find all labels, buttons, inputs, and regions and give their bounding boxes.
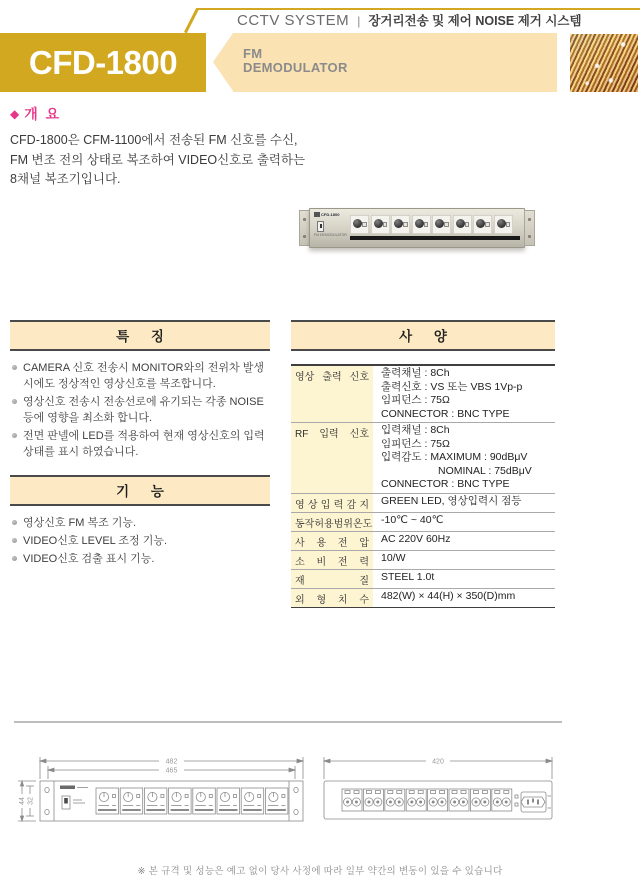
level-knob <box>456 219 465 228</box>
channel-module <box>350 215 369 234</box>
features-section <box>10 320 270 462</box>
table-row <box>291 513 555 532</box>
signal-led <box>444 222 449 227</box>
model-number: CFD-1800 <box>28 43 178 81</box>
specs-header: 사 양 <box>291 320 555 351</box>
screw-hole <box>528 218 532 222</box>
level-knob <box>415 219 424 228</box>
spec-value: GREEN LED, 영상입력시 점등 <box>381 494 522 507</box>
rack-ear-right <box>524 210 535 246</box>
list-item <box>12 428 270 460</box>
overview-section <box>10 104 330 190</box>
bullet-icon <box>12 538 17 543</box>
table-row <box>291 570 555 589</box>
model-banner <box>0 33 206 92</box>
signal-led <box>362 222 367 227</box>
screw-hole <box>528 235 532 239</box>
list-item <box>12 551 270 567</box>
panel-dark-strip <box>350 236 520 240</box>
signal-led <box>465 222 470 227</box>
fiber-optic-photo <box>570 34 638 92</box>
spec-label: 소 비 전 력 <box>291 551 373 569</box>
list-item <box>12 515 270 531</box>
functions-header: 기 능 <box>10 475 270 506</box>
table-row <box>291 494 555 513</box>
feature-text: CAMERA 신호 전송시 MONITOR와의 전위차 발생시에도 정상적인 영상신호를 복조합니다. <box>23 362 264 390</box>
rack-chassis <box>309 208 525 248</box>
features-header: 특 징 <box>10 320 270 351</box>
table-row <box>291 366 555 423</box>
dim-label-front-width-outer: 482 <box>165 758 178 766</box>
function-text: VIDEO신호 검출 표시 기능. <box>23 553 155 565</box>
diamond-bullet-icon: ◆ <box>10 107 20 121</box>
signal-led <box>485 222 490 227</box>
rear-view-drawing <box>318 753 558 849</box>
function-text: VIDEO신호 LEVEL 조정 기능. <box>23 535 168 547</box>
spec-label: RF 입력 신호 <box>291 423 373 493</box>
channel-module <box>494 215 513 234</box>
table-row <box>291 589 555 607</box>
spec-value: 482(W) × 44(H) × 350(D)mm <box>381 589 516 602</box>
category-bar <box>237 11 582 29</box>
dim-label-front-width-inner: 465 <box>165 767 178 775</box>
dim-label-rear-width: 420 <box>432 758 444 766</box>
level-knob <box>353 219 362 228</box>
power-switch <box>317 221 324 232</box>
spec-label: 영상 출력 신호 <box>291 366 373 422</box>
level-knob <box>435 219 444 228</box>
signal-led <box>424 222 429 227</box>
bullet-icon <box>12 399 17 404</box>
spec-label: 재 질 <box>291 570 373 588</box>
level-knob <box>476 219 485 228</box>
spec-value: -10℃ ~ 40℃ <box>381 513 444 526</box>
level-knob <box>394 219 403 228</box>
channel-module <box>391 215 410 234</box>
bullet-icon <box>12 365 17 370</box>
category-title: CCTV SYSTEM <box>237 12 350 29</box>
overview-line: CFD-1800은 CFM-1100에서 전송된 FM 신호를 수신, <box>10 133 298 147</box>
spec-label: 동작허용범위온도 <box>291 513 373 531</box>
top-gold-rule <box>197 8 640 10</box>
list-item <box>12 360 270 392</box>
signal-led <box>506 222 511 227</box>
product-type <box>233 33 557 75</box>
spec-label: 영 상 입 력 감 지 <box>291 494 373 512</box>
spec-value: 출력채널 : 8Ch 출력신호 : VS 또는 VBS 1Vp-p 임피던스 : 75Ω CONNECTOR : BNC TYPE <box>381 367 523 420</box>
feature-text: 전면 판넬에 LED를 적용하여 현재 영상신호의 입력 상태를 표시 하였습니다. <box>23 430 265 458</box>
screw-hole <box>303 218 307 222</box>
overview-body <box>10 131 330 190</box>
spec-value: AC 220V 60Hz <box>381 532 451 545</box>
top-gold-slash <box>184 8 198 33</box>
list-item <box>12 394 270 426</box>
level-knob <box>374 219 383 228</box>
functions-section <box>10 475 270 569</box>
spec-value: 입력채널 : 8Ch 임피던스 : 75Ω 입력감도 : MAXIMUM : 90dBμV NOMINAL : 75dBμV CONNECTOR : BNC TYPE <box>381 424 532 490</box>
product-type-line2: DEMODULATOR <box>243 60 348 75</box>
channel-module <box>412 215 431 234</box>
front-view-drawing <box>16 753 320 849</box>
footer-note: ※ 본 규격 및 성능은 예고 없이 당사 사정에 따라 일부 약간의 변동이 있을 수 있습니다 <box>137 866 503 877</box>
overview-line: 8채널 복조기입니다. <box>10 172 121 186</box>
product-type-line1: FM <box>243 46 263 61</box>
overview-title: 개 요 <box>24 106 62 122</box>
power-panel <box>310 209 348 247</box>
product-type-banner <box>233 33 557 92</box>
level-knob <box>497 219 506 228</box>
product-photo <box>299 197 535 261</box>
feature-text: 영상신호 전송시 전송선로에 유기되는 각종 NOISE등에 영향을 최소화 합니다. <box>23 396 264 424</box>
dim-label-front-height-inner: 32 <box>27 797 35 805</box>
spec-value: 10/W <box>381 551 406 564</box>
bullet-icon <box>12 433 17 438</box>
signal-led <box>383 222 388 227</box>
overview-line: FM 변조 전의 상태로 복조하여 VIDEO신호로 출력하는 <box>10 152 306 167</box>
panel-type-label: FM DEMODULATOR <box>314 233 347 237</box>
function-text: 영상신호 FM 복조 기능. <box>23 517 137 529</box>
channel-modules <box>348 209 524 247</box>
overview-header <box>10 104 330 124</box>
channel-module <box>432 215 451 234</box>
channel-module <box>371 215 390 234</box>
signal-led <box>403 222 408 227</box>
table-row <box>291 551 555 570</box>
banner-notch <box>213 33 233 91</box>
bullet-icon <box>12 520 17 525</box>
spec-value: STEEL 1.0t <box>381 570 435 583</box>
section-divider <box>14 721 562 723</box>
list-item <box>12 533 270 549</box>
spec-label: 외 형 치 수 <box>291 589 373 607</box>
bullet-icon <box>12 556 17 561</box>
category-separator: | <box>357 14 361 28</box>
spec-table <box>291 364 555 608</box>
category-description: 장거리전송 및 제어 NOISE 제거 시스템 <box>368 14 582 28</box>
dim-label-front-height-outer: 44 <box>19 797 26 805</box>
screw-hole <box>303 235 307 239</box>
channel-module <box>473 215 492 234</box>
table-row <box>291 532 555 551</box>
table-row <box>291 423 555 494</box>
panel-model-label: CFD-1800 <box>314 212 348 217</box>
channel-module <box>453 215 472 234</box>
spec-label: 사 용 전 압 <box>291 532 373 550</box>
specs-section <box>291 320 555 608</box>
